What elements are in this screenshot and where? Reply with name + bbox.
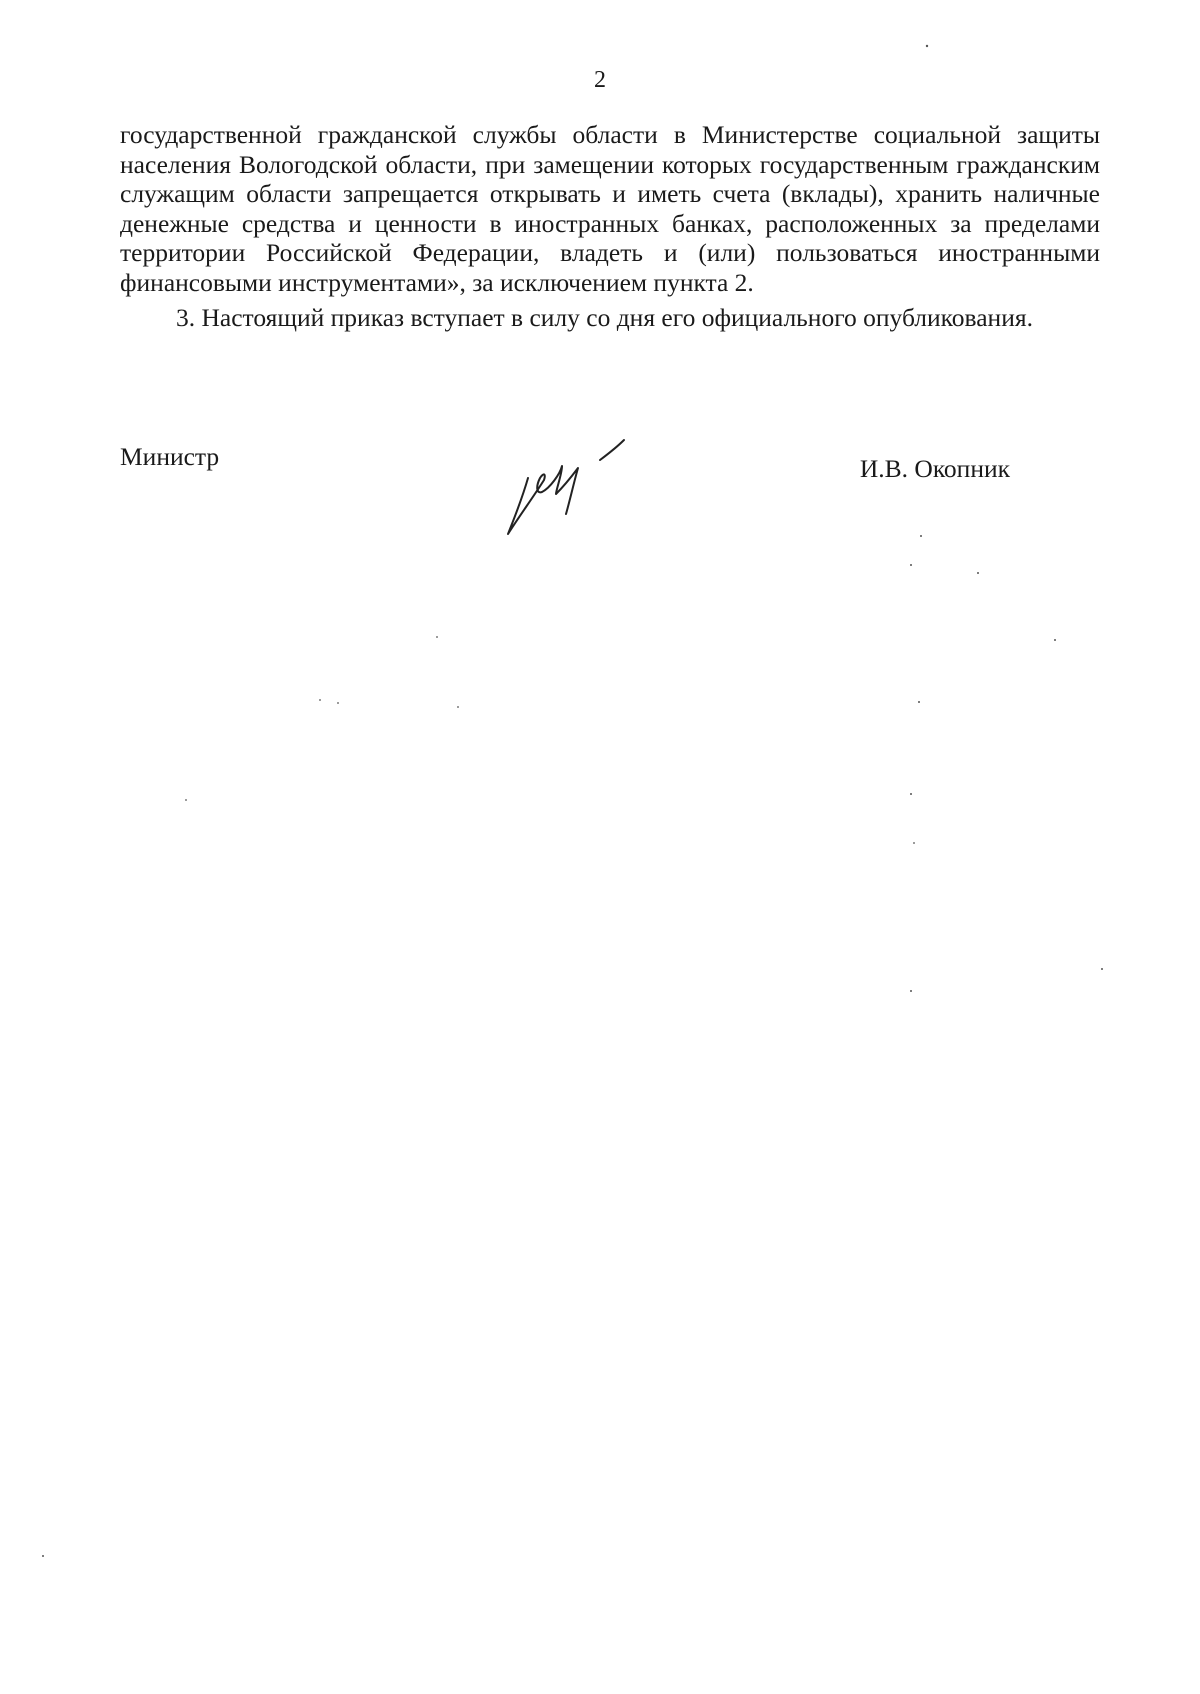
signer-name: И.В. Окопник [859, 454, 1010, 483]
signer-title: Министр [120, 442, 220, 471]
paragraph-continued: государственной гражданской службы области в Министерстве социальной защиты населения Вологодской области, при замещении которых государственным гражданским служащим области запрещается открывать и иметь счета (вклады), хранить наличные денежные средства и ценности в иностранных банках, расположенных за пределами территории Российской Федерации, владеть и (или) пользоваться иностранными финансовыми инструментами», за исключением пункта 2. [120, 120, 1100, 297]
paragraph-item-3: 3. Настоящий приказ вступает в силу со дня его официального опубликования. [176, 303, 1033, 332]
signature-block [120, 440, 1100, 550]
document-body [120, 120, 1100, 333]
page-number: 2 [594, 67, 606, 93]
handwritten-signature [500, 430, 650, 550]
